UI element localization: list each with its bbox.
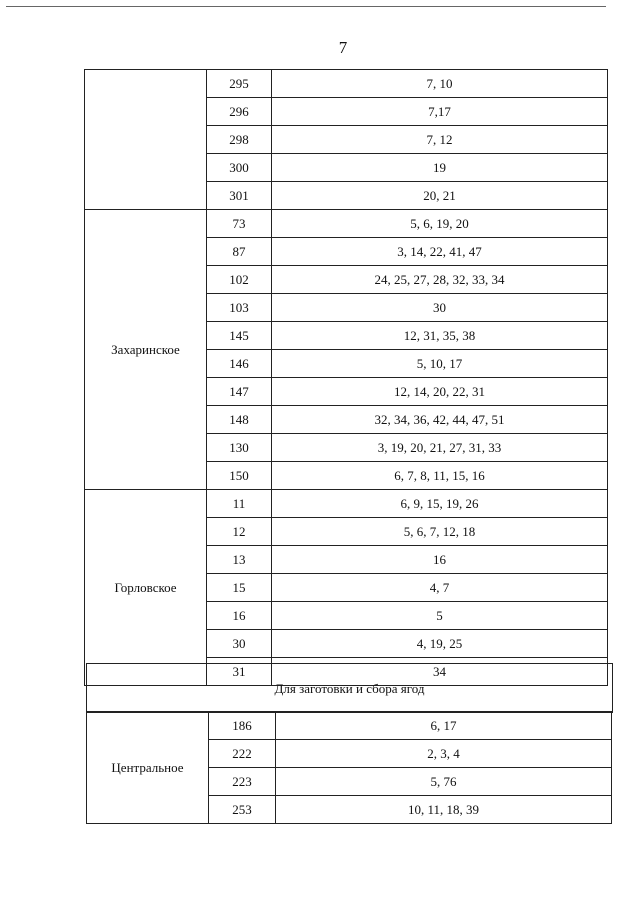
vydely-cell: 7, 10: [272, 70, 608, 98]
vydely-cell: 4, 19, 25: [272, 630, 608, 658]
vydely-cell: 5, 6, 19, 20: [272, 210, 608, 238]
kvartal-cell: 295: [207, 70, 272, 98]
kvartal-cell: 13: [207, 546, 272, 574]
kvartal-cell: 145: [207, 322, 272, 350]
vydely-cell: 34: [272, 658, 608, 686]
table-row: [85, 70, 608, 98]
vydely-cell: 2, 3, 4: [276, 740, 612, 768]
kvartal-cell: 30: [207, 630, 272, 658]
berry-table: [86, 711, 612, 824]
kvartal-cell: 222: [209, 740, 276, 768]
kvartal-cell: 130: [207, 434, 272, 462]
kvartal-cell: 223: [209, 768, 276, 796]
vydely-cell: 12, 31, 35, 38: [272, 322, 608, 350]
kvartal-cell: 148: [207, 406, 272, 434]
table-row: [87, 712, 612, 740]
vydely-cell: 5: [272, 602, 608, 630]
vydely-cell: 6, 9, 15, 19, 26: [272, 490, 608, 518]
forestry-name: Горловское: [85, 490, 207, 686]
vydely-cell: 32, 34, 36, 42, 44, 47, 51: [272, 406, 608, 434]
kvartal-cell: 102: [207, 266, 272, 294]
vydely-cell: 6, 7, 8, 11, 15, 16: [272, 462, 608, 490]
table-row: [85, 210, 608, 238]
kvartal-cell: 31: [207, 658, 272, 686]
kvartal-cell: 16: [207, 602, 272, 630]
kvartal-cell: 296: [207, 98, 272, 126]
kvartal-cell: 186: [209, 712, 276, 740]
section-header: Для заготовки и сбора ягод: [87, 664, 613, 713]
kvartal-cell: 146: [207, 350, 272, 378]
vydely-cell: 19: [272, 154, 608, 182]
kvartal-cell: 300: [207, 154, 272, 182]
forestry-table: [84, 69, 608, 686]
forestry-name: Центральное: [87, 712, 209, 824]
vydely-cell: 5, 76: [276, 768, 612, 796]
kvartal-cell: 73: [207, 210, 272, 238]
kvartal-cell: 87: [207, 238, 272, 266]
forestry-name: [85, 70, 207, 210]
vydely-cell: 7,17: [272, 98, 608, 126]
vydely-cell: 12, 14, 20, 22, 31: [272, 378, 608, 406]
section-header-table: [86, 663, 613, 713]
kvartal-cell: 12: [207, 518, 272, 546]
vydely-cell: 6, 17: [276, 712, 612, 740]
page-number: 7: [338, 38, 348, 57]
vydely-cell: 5, 6, 7, 12, 18: [272, 518, 608, 546]
kvartal-cell: 103: [207, 294, 272, 322]
kvartal-cell: 150: [207, 462, 272, 490]
vydely-cell: 30: [272, 294, 608, 322]
vydely-cell: 24, 25, 27, 28, 32, 33, 34: [272, 266, 608, 294]
vydely-cell: 7, 12: [272, 126, 608, 154]
kvartal-cell: 301: [207, 182, 272, 210]
kvartal-cell: 11: [207, 490, 272, 518]
vydely-cell: 3, 19, 20, 21, 27, 31, 33: [272, 434, 608, 462]
kvartal-cell: 298: [207, 126, 272, 154]
vydely-cell: 3, 14, 22, 41, 47: [272, 238, 608, 266]
kvartal-cell: 253: [209, 796, 276, 824]
kvartal-cell: 147: [207, 378, 272, 406]
kvartal-cell: 15: [207, 574, 272, 602]
vydely-cell: 16: [272, 546, 608, 574]
vydely-cell: 4, 7: [272, 574, 608, 602]
vydely-cell: 10, 11, 18, 39: [276, 796, 612, 824]
vydely-cell: 5, 10, 17: [272, 350, 608, 378]
forestry-name: Захаринское: [85, 210, 207, 490]
top-rule: [6, 6, 606, 7]
vydely-cell: 20, 21: [272, 182, 608, 210]
table-row: [85, 490, 608, 518]
